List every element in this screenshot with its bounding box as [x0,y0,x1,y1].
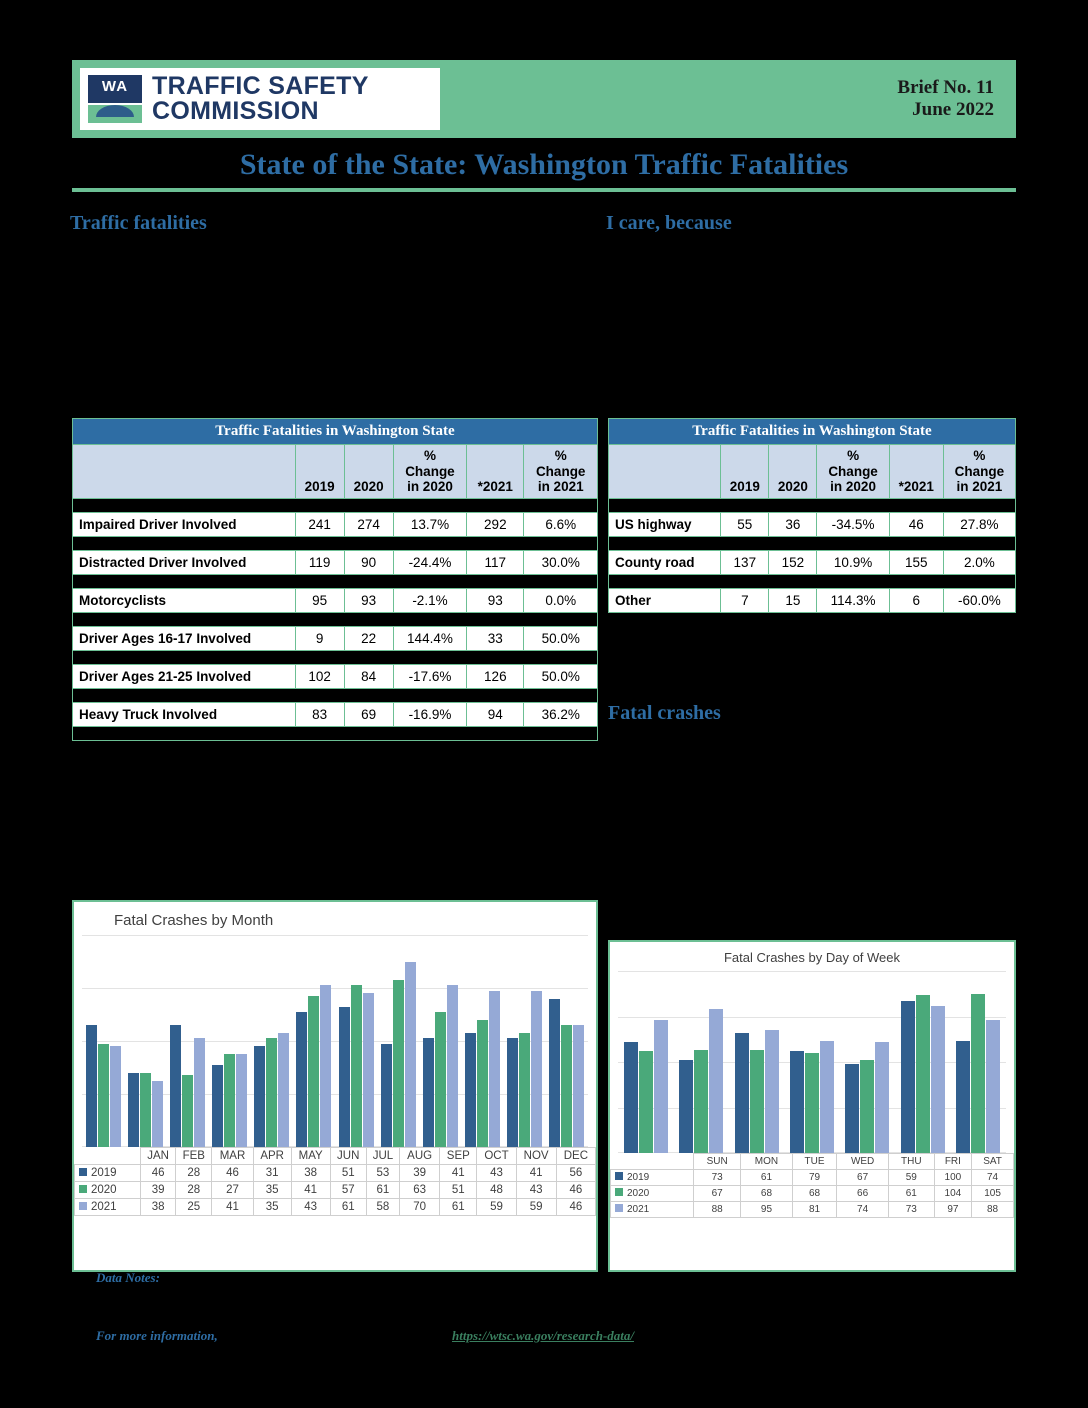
bar-2019-JAN [86,1025,97,1147]
cell-2020: 15 [769,588,817,612]
cell-change-2021: 0.0% [524,588,598,612]
bar-2019-OCT [465,1033,476,1147]
chart-value-cell: 41 [212,1199,253,1216]
chart-value-cell: 43 [291,1199,330,1216]
chart-category-header: APR [253,1148,291,1165]
bar-2019-AUG [381,1044,392,1147]
chart-value-cell: 67 [694,1186,741,1202]
bar-2021-MON [709,1009,723,1153]
chart-value-cell: 97 [934,1202,972,1218]
chart-value-cell: 63 [400,1182,440,1199]
bar-2019-SAT [956,1041,970,1153]
chart-bar-groups [618,971,1006,1153]
cell-change-2020: 13.7% [393,512,467,536]
chart-series-row [75,1165,596,1182]
chart-value-cell: 59 [888,1170,934,1186]
legend-swatch-icon [79,1168,87,1176]
brief-number: Brief No. 11 [897,77,994,99]
chart-category-header: MAR [212,1148,253,1165]
chart-value-cell: 41 [516,1165,556,1182]
table-row [73,588,598,612]
cell-2021: 93 [467,588,524,612]
chart-bar-group [293,935,335,1147]
chart-plot-area [618,971,1006,1153]
chart-value-cell: 67 [837,1170,889,1186]
chart-category-header: MON [741,1154,793,1170]
chart-fatal-crashes-by-day-of-week [608,940,1016,1272]
chart-value-cell: 74 [837,1202,889,1218]
bar-2019-SUN [624,1042,638,1153]
bar-2021-FEB [152,1081,163,1147]
table-header-row [73,445,598,499]
cell-change-2021: 50.0% [524,664,598,688]
chart-value-cell: 46 [140,1165,175,1182]
cell-change-2021: 2.0% [943,550,1015,574]
table-row [73,512,598,536]
header-band [72,60,1016,138]
cell-2021: 117 [467,550,524,574]
cell-2020: 93 [344,588,393,612]
bar-2019-FRI [901,1001,915,1153]
row-label: Distracted Driver Involved [73,550,296,574]
row-label: Driver Ages 21-25 Involved [73,664,296,688]
more-information-label: For more information, [96,1328,218,1343]
bar-2019-THU [845,1064,859,1153]
col-header-change-2020: % Change in 2020 [393,445,467,499]
cell-2019: 119 [295,550,344,574]
chart-category-header: SEP [440,1148,477,1165]
bar-2020-SAT [971,994,985,1153]
legend-swatch-icon [615,1172,623,1180]
col-header-label [73,445,296,499]
chart-bar-group [840,971,895,1153]
cell-2020: 84 [344,664,393,688]
chart-legend-entry-2020: 2020 [611,1186,694,1202]
chart-value-cell: 73 [694,1170,741,1186]
cell-2019: 9 [295,626,344,650]
chart-bar-group [335,935,377,1147]
chart-bar-group [251,935,293,1147]
col-header-2021: *2021 [889,445,943,499]
cell-change-2020: -17.6% [393,664,467,688]
table-spacer-row [73,688,598,702]
bar-2021-MAR [194,1038,205,1147]
row-label: County road [609,550,721,574]
chart-value-cell: 28 [176,1165,212,1182]
bar-2019-FEB [128,1073,139,1147]
bar-2020-FRI [916,995,930,1153]
chart-title: Fatal Crashes by Month [114,912,274,929]
chart-value-cell: 68 [741,1186,793,1202]
bar-2019-WED [790,1051,804,1153]
section-heading-traffic-fatalities: Traffic fatalities [70,212,207,234]
cell-2021: 46 [889,512,943,536]
chart-value-cell: 88 [972,1202,1014,1218]
col-header-change-2021: % Change in 2021 [524,445,598,499]
chart-category-header: TUE [792,1154,837,1170]
row-label: Driver Ages 16-17 Involved [73,626,296,650]
chart-value-cell: 100 [934,1170,972,1186]
chart-series-row [75,1199,596,1216]
bar-2019-TUE [735,1033,749,1153]
bar-2019-MAR [170,1025,181,1147]
chart-value-cell: 66 [837,1186,889,1202]
data-notes-label: Data Notes: [96,1270,160,1285]
row-label: Motorcyclists [73,588,296,612]
bar-2020-DEC [561,1025,572,1147]
bar-2021-AUG [405,962,416,1148]
chart-value-cell: 38 [140,1199,175,1216]
agency-logo [80,68,440,130]
chart-category-header: OCT [477,1148,516,1165]
cell-change-2021: -60.0% [943,588,1015,612]
bar-2020-TUE [750,1050,764,1153]
chart-table-header-row [75,1148,596,1165]
cell-2021: 126 [467,664,524,688]
chart-value-cell: 35 [253,1182,291,1199]
brief-date: June 2022 [912,99,994,120]
cell-2019: 137 [721,550,769,574]
cell-2019: 7 [721,588,769,612]
chart-bar-group [546,935,588,1147]
cell-2020: 152 [769,550,817,574]
chart-category-header: FRI [934,1154,972,1170]
bar-2020-MON [694,1050,708,1153]
bar-2020-SEP [435,1012,446,1147]
chart-value-cell: 73 [888,1202,934,1218]
bar-2019-JUN [296,1012,307,1147]
chart-legend-entry-2021: 2021 [611,1202,694,1218]
table-spacer-row [73,498,598,512]
bar-2021-NOV [531,991,542,1147]
col-header-2021: *2021 [467,445,524,499]
cell-change-2020: -2.1% [393,588,467,612]
chart-category-header: JAN [140,1148,175,1165]
chart-category-header: MAY [291,1148,330,1165]
chart-value-cell: 88 [694,1202,741,1218]
chart-legend-entry-2019: 2019 [75,1165,141,1182]
chart-fatal-crashes-by-month [72,900,598,1272]
cell-change-2020: -16.9% [393,702,467,726]
chart-bar-group [82,935,124,1147]
chart-value-cell: 28 [176,1182,212,1199]
cell-change-2020: -24.4% [393,550,467,574]
col-header-change-2021: % Change in 2021 [943,445,1015,499]
logo-abbr: WA [101,78,129,95]
legend-swatch-icon [79,1202,87,1210]
table-spacer-row [73,726,598,740]
chart-value-cell: 81 [792,1202,837,1218]
cell-2019: 55 [721,512,769,536]
cell-change-2021: 36.2% [524,702,598,726]
bar-2020-AUG [393,980,404,1147]
cell-2019: 102 [295,664,344,688]
chart-value-cell: 105 [972,1186,1014,1202]
chart-value-cell: 51 [330,1165,366,1182]
bar-2020-WED [805,1053,819,1153]
chart-bar-group [166,935,208,1147]
chart-table-corner [75,1148,141,1165]
brief-info [897,77,994,121]
bar-2019-DEC [549,999,560,1147]
bar-2021-MAY [278,1033,289,1147]
chart-value-cell: 61 [330,1199,366,1216]
cell-2020: 69 [344,702,393,726]
cell-2019: 83 [295,702,344,726]
chart-value-cell: 70 [400,1199,440,1216]
wa-shield-icon [88,75,142,123]
chart-value-cell: 48 [477,1182,516,1199]
col-header-2019: 2019 [721,445,769,499]
bar-2021-THU [875,1042,889,1153]
chart-bar-group [951,971,1006,1153]
chart-data-table [74,1147,596,1216]
chart-value-cell: 61 [888,1186,934,1202]
page-title: State of the State: Washington Traffic Fatalities [239,148,849,181]
row-label: Impaired Driver Involved [73,512,296,536]
cell-2021: 33 [467,626,524,650]
table-band-row [609,419,1016,445]
bar-2019-SEP [423,1038,434,1147]
bar-2021-SUN [654,1020,668,1153]
cell-change-2020: 144.4% [393,626,467,650]
table-row [73,702,598,726]
chart-value-cell: 68 [792,1186,837,1202]
table-band-title: Traffic Fatalities in Washington State [609,419,1016,445]
chart-legend-entry-2019: 2019 [611,1170,694,1186]
chart-value-cell: 41 [440,1165,477,1182]
chart-value-cell: 39 [140,1182,175,1199]
chart-value-cell: 31 [253,1165,291,1182]
chart-value-cell: 58 [366,1199,399,1216]
cell-2020: 90 [344,550,393,574]
bar-2019-MAY [254,1046,265,1147]
chart-value-cell: 25 [176,1199,212,1216]
chart-bar-group [124,935,166,1147]
cell-change-2020: 114.3% [817,588,889,612]
chart-value-cell: 35 [253,1199,291,1216]
chart-table-corner [611,1154,694,1170]
chart-title: Fatal Crashes by Day of Week [723,950,901,965]
table-row [73,664,598,688]
table-band-row [73,419,598,445]
col-header-change-2020: % Change in 2020 [817,445,889,499]
bar-2020-JUN [308,996,319,1147]
chart-data-table [610,1153,1014,1218]
chart-value-cell: 59 [477,1199,516,1216]
chart-value-cell: 74 [972,1170,1014,1186]
chart-value-cell: 38 [291,1165,330,1182]
chart-plot-area [82,935,588,1147]
bar-2019-APR [212,1065,223,1147]
bar-2021-SEP [447,985,458,1147]
chart-bar-group [377,935,419,1147]
legend-swatch-icon [615,1204,623,1212]
chart-value-cell: 104 [934,1186,972,1202]
row-label: Heavy Truck Involved [73,702,296,726]
chart-legend-entry-2020: 2020 [75,1182,141,1199]
bar-2020-FEB [140,1073,151,1147]
bar-2020-JUL [351,985,362,1147]
bar-2021-JAN [110,1046,121,1147]
research-data-link[interactable]: https://wtsc.wa.gov/research-data/ [452,1328,634,1343]
cell-change-2020: -34.5% [817,512,889,536]
chart-value-cell: 61 [440,1199,477,1216]
chart-bar-group [729,971,784,1153]
bar-2021-APR [236,1054,247,1147]
cell-2021: 94 [467,702,524,726]
chart-table-header-row [611,1154,1014,1170]
chart-bar-group [618,971,673,1153]
chart-value-cell: 79 [792,1170,837,1186]
chart-series-row [75,1182,596,1199]
bar-2021-SAT [986,1020,1000,1153]
logo-hill-graphic [88,103,142,123]
table-row [609,550,1016,574]
col-header-label [609,445,721,499]
chart-value-cell: 46 [556,1199,595,1216]
cell-2019: 95 [295,588,344,612]
chart-value-cell: 56 [556,1165,595,1182]
chart-value-cell: 95 [741,1202,793,1218]
bar-2020-MAR [182,1075,193,1147]
bar-2021-FRI [931,1006,945,1153]
chart-value-cell: 43 [477,1165,516,1182]
chart-bar-group [784,971,839,1153]
table-spacer-row [609,498,1016,512]
chart-bar-group [419,935,461,1147]
chart-value-cell: 51 [440,1182,477,1199]
logo-wordmark [152,74,369,124]
bar-2019-MON [679,1060,693,1153]
chart-bar-group [504,935,546,1147]
legend-swatch-icon [615,1188,623,1196]
chart-category-header: SAT [972,1154,1014,1170]
table-spacer-row [609,574,1016,588]
chart-value-cell: 41 [291,1182,330,1199]
bar-2021-JUL [363,993,374,1147]
chart-category-header: AUG [400,1148,440,1165]
section-heading-fatal-crashes: Fatal crashes [608,702,721,724]
cell-2019: 241 [295,512,344,536]
bar-2020-APR [224,1054,235,1147]
table-spacer-row [609,536,1016,550]
bar-2019-NOV [507,1038,518,1147]
chart-bar-group [209,935,251,1147]
table-spacer-row [73,574,598,588]
chart-category-header: NOV [516,1148,556,1165]
chart-value-cell: 61 [741,1170,793,1186]
chart-bar-group [462,935,504,1147]
col-header-2020: 2020 [344,445,393,499]
logo-line-1: TRAFFIC SAFETY [152,72,369,100]
bar-2021-WED [820,1041,834,1153]
bar-2019-JUL [339,1007,350,1147]
cell-change-2021: 30.0% [524,550,598,574]
chart-series-row [611,1170,1014,1186]
chart-value-cell: 46 [556,1182,595,1199]
col-header-2020: 2020 [769,445,817,499]
table-fatalities-by-road-type [608,418,1016,613]
table-spacer-row [73,650,598,664]
chart-series-row [611,1186,1014,1202]
bar-2020-OCT [477,1020,488,1147]
chart-bar-group [895,971,950,1153]
chart-series-row [611,1202,1014,1218]
bar-2020-JAN [98,1044,109,1147]
chart-value-cell: 39 [400,1165,440,1182]
chart-value-cell: 61 [366,1182,399,1199]
cell-2020: 36 [769,512,817,536]
chart-category-header: DEC [556,1148,595,1165]
cell-change-2020: 10.9% [817,550,889,574]
chart-bar-groups [82,935,588,1147]
row-label: US highway [609,512,721,536]
cell-2021: 6 [889,588,943,612]
chart-category-header: WED [837,1154,889,1170]
table-row [609,588,1016,612]
cell-change-2021: 50.0% [524,626,598,650]
bar-2021-JUN [320,985,331,1147]
bar-2021-DEC [573,1025,584,1147]
table-fatalities-by-factor [72,418,598,741]
cell-2020: 274 [344,512,393,536]
cell-2020: 22 [344,626,393,650]
cell-2021: 155 [889,550,943,574]
cell-2021: 292 [467,512,524,536]
bar-2020-MAY [266,1038,277,1147]
chart-category-header: THU [888,1154,934,1170]
table-row [609,512,1016,536]
table-header-row [609,445,1016,499]
chart-value-cell: 59 [516,1199,556,1216]
chart-value-cell: 53 [366,1165,399,1182]
chart-value-cell: 46 [212,1165,253,1182]
bar-2021-OCT [489,991,500,1147]
cell-change-2021: 27.8% [943,512,1015,536]
table-spacer-row [73,536,598,550]
chart-bar-group [673,971,728,1153]
chart-category-header: SUN [694,1154,741,1170]
row-label: Other [609,588,721,612]
title-divider [72,188,1016,192]
col-header-2019: 2019 [295,445,344,499]
chart-value-cell: 57 [330,1182,366,1199]
logo-line-2: COMMISSION [152,97,319,125]
bar-2020-NOV [519,1033,530,1147]
chart-value-cell: 43 [516,1182,556,1199]
chart-category-header: FEB [176,1148,212,1165]
bar-2020-SUN [639,1051,653,1153]
table-spacer-row [73,612,598,626]
cell-change-2021: 6.6% [524,512,598,536]
chart-category-header: JUN [330,1148,366,1165]
table-row [73,550,598,574]
legend-swatch-icon [79,1185,87,1193]
table-row [73,626,598,650]
bar-2021-TUE [765,1030,779,1153]
chart-legend-entry-2021: 2021 [75,1199,141,1216]
bar-2020-THU [860,1060,874,1153]
chart-category-header: JUL [366,1148,399,1165]
chart-value-cell: 27 [212,1182,253,1199]
table-band-title: Traffic Fatalities in Washington State [73,419,598,445]
section-heading-i-care-because: I care, because [606,212,732,234]
